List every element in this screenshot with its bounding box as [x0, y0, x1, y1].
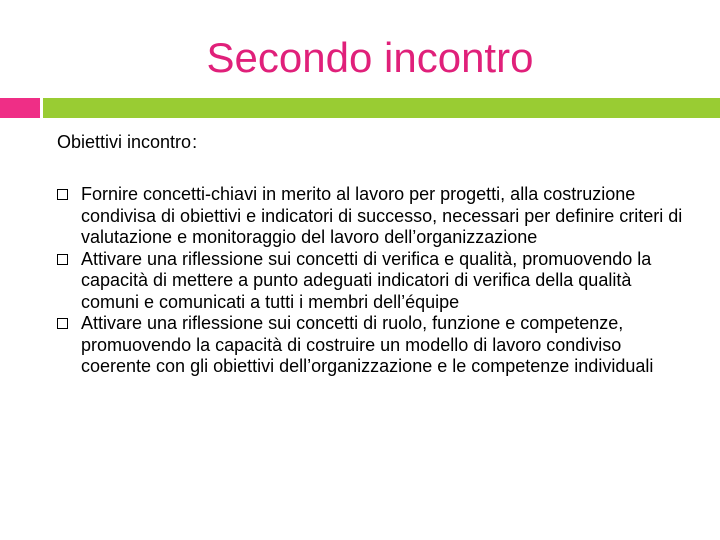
list-item — [57, 184, 687, 249]
accent-bar-pink — [0, 98, 40, 118]
subheading — [57, 130, 197, 154]
list-item — [57, 313, 687, 378]
square-outline-icon — [57, 318, 68, 329]
subheading-label: Obiettivi incontro — [57, 132, 192, 152]
subheading-colon: : — [192, 132, 198, 152]
list-item-text: Attivare una riflessione sui concetti di verifica e qualità, promuovendo la capacità di mettere a punto adeguati indicatori di verifica della qualità comuni e comunicati a tutti i membri dell’équipe — [81, 248, 652, 312]
objectives-list — [57, 184, 687, 378]
list-item-text: Attivare una riflessione sui concetti di ruolo, funzione e competenze, promuovendo la capacità di costruire un modello di lavoro condiviso coerente con gli obiettivi dell’organizzazione e le competenze individuali — [81, 313, 654, 376]
slide-title: Secondo incontro — [206, 34, 534, 81]
square-outline-icon — [57, 254, 68, 265]
accent-bar-green — [43, 98, 720, 118]
square-outline-icon — [57, 189, 68, 200]
list-item — [57, 249, 687, 314]
list-item-text: Fornire concetti-chiavi in merito al lavoro per progetti, alla costruzione condivisa di obiettivi e indicatori di successo, necessari per definire criteri di valutazione e monitoraggio del lavoro dell’organizzazione — [81, 184, 683, 247]
